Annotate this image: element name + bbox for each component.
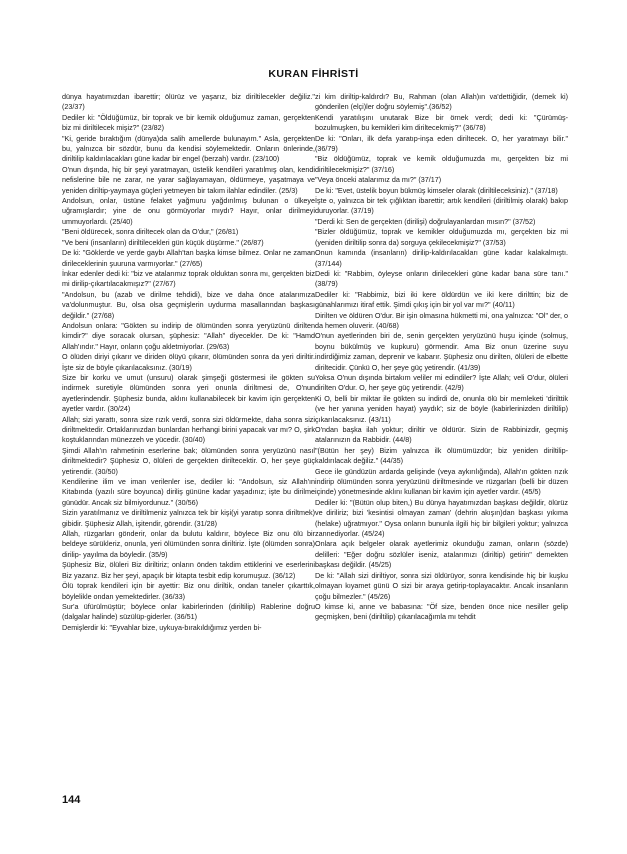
paragraph: İşte o, yalnızca bir tek çığlıktan ibarettir; artık kendileri (diriltilmiş olarak) bakıp duruyorlar. (37/19) bbox=[315, 196, 568, 216]
paragraph: Onlara açık belgeler olarak ayetlerimiz okunduğu zaman, onların (sözde) delilleri: "Eğer doğru sözlüler iseniz, atalarımızı (diriltip) getirin" demekten başkası değildir. (45/25) bbox=[315, 539, 568, 570]
paragraph: İnkar edenler dedi ki: "biz ve atalarımız toprak olduktan sonra mı, gerçekten biz mi dirilip-çıkartılacakmışız?" (27/67) bbox=[62, 268, 315, 289]
paragraph: "(Bütün her şey) Bizim yalnızca ilk ölümümüzdür; biz yeniden diriltilip-kaldırılacak değiliz." (44/35) bbox=[315, 445, 568, 466]
page-header: KURAN FİHRİSTİ bbox=[268, 68, 359, 80]
paragraph: De ki: "Onları, ilk defa yaratıp-inşa eden diriltecek. O, her yaratmayı bilir." (36/79) bbox=[315, 133, 568, 154]
paragraph: O kimse ki, anne ve babasına: "Öf size, benden önce nice nesiller gelip geçmişken, beni (diriltilip) çıkarılacağımla mı tehdit bbox=[315, 601, 568, 622]
paragraph: Kendilerine ilim ve iman verilenler ise, dediler ki: "Andolsun, siz Allah'ın Kitabında (yazılı süre boyunca) diriliş gününe kadar yaşadınız; işte bu dirilme günüdür. Ancak siz bilmiyordunuz." (30/56) bbox=[62, 477, 315, 507]
paragraph: De ki: "Göklerde ve yerde gaybı Allah'tan başka kimse bilmez. Onlar ne zaman dirileceklerinin şuuruna varmıyorlar." (27/65) bbox=[62, 248, 315, 268]
paragraph: Şüphesiz Biz, ölüleri Biz diriltiriz; onların önden takdim ettiklerini ve eserlerini Biz yazarız. Biz her şeyi, apaçık bir kitapta tesbit edip korumuşuz. (36/12) bbox=[62, 560, 315, 580]
paragraph: "Ki, geride bıraktığım (dünya)da salih amellerde bulunayım." Asla, gerçekten bu, yalnızca bir sözdür, bunu da kendisi söylemektedir. Onların önlerinde, diriltilip kaldırılacakları güne kadar bir engel (berzah) vardır. (23/100) bbox=[62, 133, 315, 164]
paragraph: Dediler ki: "(Bütün olup biten,) Bu dünya hayatımızdan başkası değildir, ölürüz ve diriliriz; bizi 'kesintisi olmayan zaman' (dehrin akışın)dan başkası yıkıma (helake) uğratmıyor." Oysa onların bununla ilgili hiç bir bilgileri yoktur; yalnızca zannediyorlar. (45/24) bbox=[315, 497, 568, 539]
paragraph: zi kim diriltip-kaldırdı? Bu, Rahman (olan Allah)ın va'dettiğidir, (demek ki) gönderilen (elçi)ler doğru söylemiş".(36/52) bbox=[315, 92, 568, 112]
paragraph: De ki: "Allah sizi diriltiyor, sonra sizi öldürüyor, sonra kendisinde hiç bir kuşku olmayan kıyamet günü O sizi bir araya getirip-toplayacaktır. Ancak insanların çoğu bilmezler." (45/26) bbox=[315, 570, 568, 601]
paragraph: Dediler ki: "Öldüğümüz, bir toprak ve bir kemik olduğumuz zaman, gerçekten biz mi diriltilecek mişiz?" (23/82) bbox=[62, 112, 315, 133]
paragraph: Dirilten ve öldüren O'dur. Bir işin olmasına hükmetti mi, ona yalnızca: "Ol" der, o da hemen oluverir. (40/68) bbox=[315, 310, 568, 330]
paragraph: Allah; sizi yarattı, sonra size rızık verdi, sonra sizi öldürmekte, daha sonra sizi diriltmektedir. Ortaklarınızdan bunlardan herhangi birini yapacak var mı? O, şirk koştuklarından münezzeh ve yücedir. (30/40) bbox=[62, 414, 315, 445]
paragraph: Yoksa O'nun dışında birtakım veliler mi edindiler? İşte Allah; veli O'dur, ölüleri dirilten O'dur. O, her şeye güç yetirendir. (42/9) bbox=[315, 372, 568, 393]
paragraph: Gece ile gündüzün ardarda gelişinde (veya aykırılığında), Allah'ın gökten rızık indirip ölümünden sonra yeryüzünü diriltmesinde ve rüzgarları (belli bir düzen içinde) yönetmesinde aklını kullanan bir kavim için ayetler vardır. (45/5) bbox=[315, 466, 568, 497]
paragraph: Dedi ki: "Rabbim, öyleyse onların dirilecekleri güne kadar bana süre tanı." (38/79) bbox=[315, 268, 568, 289]
paragraph: dünya hayatımızdan ibarettir; ölürüz ve yaşarız, biz diriltilecekler değiliz." (23/37) bbox=[62, 92, 315, 112]
paragraph: Kendi yaratılışını unutarak Bize bir örnek verdi; dedi ki: "Çürümüş-bozulmuşken, bu kemikleri kim diriltecekmiş?" (36/78) bbox=[315, 112, 568, 133]
paragraph: "Veya önceki atalarımız da mı?" (37/17) bbox=[315, 175, 442, 185]
paragraph: Sizin yaratılmanız ve diriltilmeniz yalnızca tek bir kişi(yi yaratıp sonra diriltmek) gibidir. Şüphesiz Allah, işitendir, görendir. (31/28) bbox=[62, 508, 315, 528]
paragraph: "Andolsun, bu (azab ve dirilme tehdidi), bize ve daha önce atalarımıza va'dolunmuştur. Bu, olsa olsa geçmişlerin uydurma masallarından başkası değildir." (27/68) bbox=[62, 289, 315, 320]
paragraph: Dediler ki: "Rabbimiz, bizi iki kere öldürdün ve iki kere dirilttin; biz de günahlarımızı itiraf ettik. Şimdi çıkış için bir yol var mı?" (40/11) bbox=[315, 289, 568, 310]
paragraph: O'ndan başka ilah yoktur; diriltir ve öldürür. Sizin de Rabbinizdir, geçmiş atalarınızın da Rabbidir. (44/8) bbox=[315, 425, 568, 445]
paragraph: Allah, rüzgarları gönderir, onlar da bulutu kaldırır, böylece Biz onu ölü bir beldeye sürükleriz, onunla, yeri ölümünden sonra diriltiriz. İşte (ölümden sonra) dirilip- yayılma da böyledir. (35/9) bbox=[62, 529, 315, 559]
paragraph: Onun kamında (insanların) dirilip-kaldırılacakları güne kadar kalakalmıştı. (37/144) bbox=[315, 248, 568, 268]
paragraph: "Ve beni (insanların) diriltilecekleri gün küçük düşürme." (26/87) bbox=[62, 237, 264, 247]
paragraph: Andolsun onlara: "Gökten su indirip de ölümünden sonra yeryüzünü dirilten kimdir?" diye soracak olursan, şüphesiz: "Allah" diyecekler. De ki: "Hamd Allah'ındır." Hayır, onların çoğu akletmiyorlar. (29/63) bbox=[62, 320, 315, 351]
paragraph: Sur'a üfürülmüştür; böylece onlar kabirlerinden (diriltilip) Rablerine doğru (dalgalar halinde) süzülüp-giderler. (36/51) bbox=[62, 601, 315, 622]
paragraph: Ölü toprak kendileri için bir ayettir: Biz onu diriltik, ondan taneler çıkarttık, böylelikle ondan yemektedirler. (36/33) bbox=[62, 581, 315, 601]
paragraph: Demişlerdir ki: "Eyvahlar bize, uykuya-bırakıldığımız yerden bi- bbox=[62, 622, 262, 632]
page-number: 144 bbox=[62, 794, 81, 806]
paragraph: O'nun ayetlerinden biri de, senin gerçekten yeryüzünü huşu içinde (solmuş, boynu bükülmüş ve kupkuru) görmendir. Ama Biz onun üzerine suyu indirdiğimiz zaman, deprenir ve kabarır. Şüphesiz onu dirilten, ölüleri de elbette diriltecidir. Çünkü O, her şeye güç yetirendir. (41/39) bbox=[315, 331, 568, 372]
paragraph: "Derdi ki: Sen de gerçekten (dirilişi) doğrulayanlardan mısın?" (37/52) bbox=[315, 216, 536, 226]
paragraph: Size bir korku ve umut (unsuru) olarak şimşeği göstermesi ile gökten su indirmek suretiyle ölümünden sonra yeri onunla diriltmesi de, O'nun ayetlerindendir. Şüphesiz bunda, aklını kullanabilecek bir kavim için gerçekten ayetler vardır. (30/24) bbox=[62, 372, 315, 414]
paragraph: Ki O, belli bir miktar ile gökten su indirdi de, onunla ölü bir memleketi 'dirilttik (ve her yanına yeniden hayat) yaydık'; siz de böyle (kabirlerinizden diriltilip) çıkarılacaksınız. (43/11) bbox=[315, 393, 568, 424]
paragraph: O ölüden diriyi çıkarır ve diriden ölüyü çıkarır, ölümünden sonra da yeri diriltir. İşte siz de böyle çıkarılacaksınız. (30/19) bbox=[62, 352, 315, 372]
paragraph: De ki: "Evet, üstelik boyun bükmüş kimseler olarak (diriltileceksiniz)." (37/18) bbox=[315, 185, 558, 195]
paragraph: "Bizler öldüğümüz, toprak ve kemikler olduğumuzda mı, gerçekten biz mi (yeniden diriltilip sonra da) sorguya çekilecekmişiz?" (37/53) bbox=[315, 227, 568, 247]
paragraph: "Biz öldüğümüz, toprak ve kemik olduğumuzda mı, gerçekten biz mi diriltilecekmişiz?" (37/16) bbox=[315, 154, 568, 174]
left-column bbox=[62, 92, 315, 633]
paragraph: Şimdi Allah'ın rahmetinin eserlerine bak; ölümünden sonra yeryüzünü nasıl diriltmektedir? Şüphesiz O, ölüleri de gerçekten diriltecektir. O, her şeye güç yetirendir. (30/50) bbox=[62, 445, 315, 476]
right-column bbox=[315, 92, 568, 623]
paragraph: O'nun dışında, hiç bir şeyi yaratmayan, üstelik kendileri yaratılmış olan, kendi nefislerine bile ne zarar, ne yarar sağlayamayan, öldürmeye, yaşatmaya ve yeniden diriltip-yaymaya güçleri yetmeyen bir takım ilahlar edindiler. (25/3) bbox=[62, 164, 315, 195]
paragraph: "Beni öldürecek, sonra diriltecek olan da O'dur," (26/81) bbox=[62, 227, 239, 237]
paragraph: Andolsun, onlar, üstüne felaket yağmuru yağdırılmış bulunan o ülkeye uğramışlardır; yine de onu görmüyorlar mıydı? Hayır, onlar dirilmeyi ummuyorlardı. (25/40) bbox=[62, 196, 315, 226]
